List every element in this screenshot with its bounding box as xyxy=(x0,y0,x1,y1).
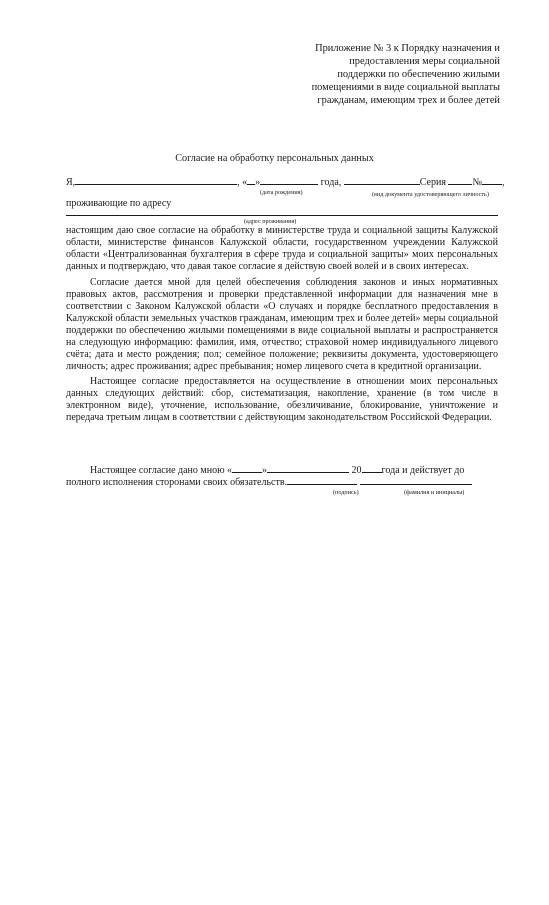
residing-label: проживающие по адресу xyxy=(66,198,172,209)
annex-line: помещениями в виде социальной выплаты xyxy=(311,82,500,93)
document-title: Согласие на обработку персональных данных xyxy=(175,153,374,164)
annex-line: Приложение № 3 к Порядку назначения и xyxy=(315,43,500,54)
id-document-caption: (вид документа удостоверяющего личность) xyxy=(372,191,489,198)
year-label: года, xyxy=(320,177,342,188)
birth-date-caption: (дата рождения) xyxy=(260,189,303,196)
series-label: Серия xyxy=(419,177,446,188)
annex-line: гражданам, имеющим трех и более детей xyxy=(317,95,500,106)
full-name-field[interactable] xyxy=(75,175,237,185)
ya-label: Я, xyxy=(66,177,76,188)
full-name-initials-field[interactable] xyxy=(360,475,472,485)
month-field[interactable] xyxy=(260,175,318,185)
validity-day-field[interactable] xyxy=(232,463,262,473)
day-field[interactable] xyxy=(247,175,255,185)
address-caption: (адрес проживания) xyxy=(244,218,297,225)
validity-continuation-text: полного исполнения сторонами своих обязательств. xyxy=(66,477,288,488)
line-end-comma: , xyxy=(502,177,505,188)
id-document-field[interactable] xyxy=(344,175,420,185)
paragraph-purpose: Согласие дается мной для целей обеспечения соблюдения законов и иных нормативных правовых актов, рассмотрения и проверки представленной информации для назначения мне в соответствии с Законом Калужской области «О случаях и порядке бесплатного предоставления в Калужской области земельных участков гражданам, имеющим трех и более детей» меры социальной поддержки по обеспечению жилыми помещениями в виде социальной выплаты и распространяется на следующую информацию: фамилия, имя, отчество; страховой номер индивидуального лицевого счёта; дата и место рождения; пол; семейное положение; реквизиты документа, удостоверяющего личность; адрес проживания; адрес пребывания; номер лицевого счета в кредитной организации. xyxy=(66,277,498,372)
address-field[interactable] xyxy=(66,215,498,216)
consent-body xyxy=(66,225,498,424)
number-label: № xyxy=(472,177,482,188)
personal-info-line xyxy=(66,175,505,189)
validity-century: 20 xyxy=(351,465,362,476)
signature-field[interactable] xyxy=(287,475,357,485)
validity-close: » xyxy=(262,465,268,476)
validity-year-field[interactable] xyxy=(362,463,382,473)
annex-line: предоставления меры социальной xyxy=(349,56,500,67)
validity-tail: года и действует до xyxy=(381,465,465,476)
validity-start: Настоящее согласие дано мною « xyxy=(90,465,233,476)
signature-caption: (подпись) xyxy=(333,489,359,496)
validity-continuation xyxy=(66,475,472,489)
validity-month-field[interactable] xyxy=(267,463,349,473)
day-close-label: » xyxy=(255,177,261,188)
number-field[interactable] xyxy=(482,175,502,185)
full-name-caption: (фамилия и инициалы) xyxy=(404,489,465,496)
annex-line: поддержки по обеспечению жилыми xyxy=(337,69,500,80)
series-field[interactable] xyxy=(448,175,472,185)
paragraph-consent: настоящим даю свое согласие на обработку в министерстве труда и социальной защиты Калужской области, министерстве финансов Калужской области, государственном учреждении Калужской области «Централизованная бухгалтерия в сфере труда и социальной защиты» моих персональных данных и подтверждаю, что давая такое согласие я действую своей волей и в своих интересах. xyxy=(66,225,498,272)
annex-note xyxy=(300,42,500,107)
paragraph-actions: Настоящее согласие предоставляется на осуществление в отношении моих персональных данных следующих действий: сбор, систематизация, накопление, хранение (в том числе в электронном виде), уточнение, использование, обезличивание, блокирование, уничтожение и передача третьим лицам в соответствии с действующим законодательством Российской Федерации. xyxy=(66,376,498,423)
day-open-label: , « xyxy=(237,177,248,188)
